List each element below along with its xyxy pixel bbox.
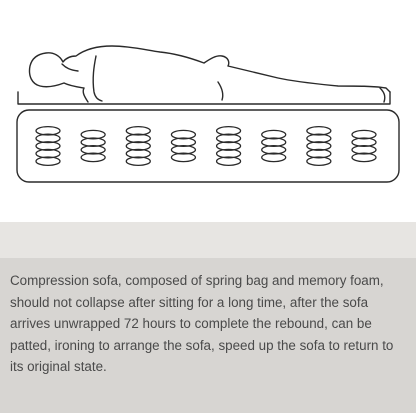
knee-crease <box>218 82 223 100</box>
face-detail <box>62 64 78 71</box>
spring-coil <box>171 130 195 161</box>
product-description: Compression sofa, composed of spring bag and memory foam, should not collapse after sitting for a long time, after the sofa arrives unwrapped 72 hours to complete the rebound, can be patted, ironing to arrange the sofa, speed up the sofa to return to its original state. <box>10 273 394 374</box>
spring-coil <box>307 127 331 166</box>
person-outline <box>29 46 390 102</box>
spring-coil <box>352 130 376 161</box>
spring-coil <box>126 127 150 166</box>
spring-coil <box>262 130 286 161</box>
heel-outline <box>380 88 385 102</box>
spring-coil <box>81 130 105 161</box>
arm-outline <box>93 56 102 101</box>
caption-band <box>0 222 416 413</box>
spring-coil <box>217 127 241 166</box>
mattress-body <box>17 110 399 182</box>
foam-layer <box>18 92 390 104</box>
caption-box <box>0 258 416 413</box>
spring-coil <box>36 127 60 166</box>
